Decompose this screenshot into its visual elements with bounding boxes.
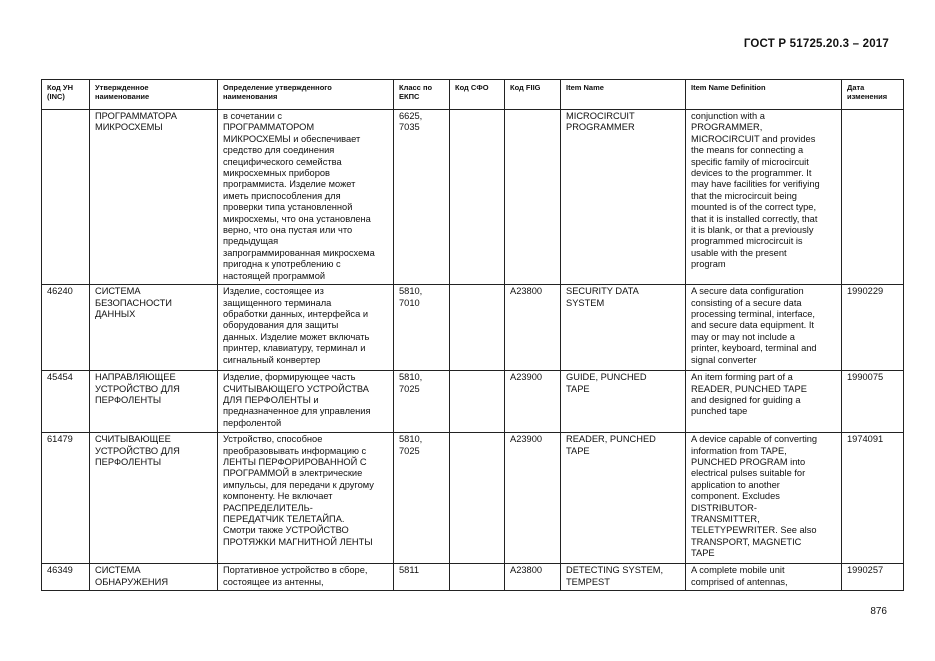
column-header-item-name: [561, 80, 686, 110]
item-name-table: [41, 79, 904, 591]
cell-class: 5810, 7025: [394, 433, 450, 564]
column-header-inc: [42, 80, 90, 110]
cell-inc: [42, 110, 90, 285]
cell-inc: 61479: [42, 433, 90, 564]
cell-definition: Устройство, способное преобразовывать информацию с ЛЕНТЫ ПЕРФОРИРОВАННОЙ С ПРОГРАММОЙ в электрические импульсы, для передачи к другому компоненту. Не включает РАСПРЕДЕЛИТЕЛЬ- ПЕРЕДАТЧИК ТЕЛЕТАЙПА. Смотри также УСТРОЙСТВО ПРОТЯЖКИ МАГНИТНОЙ ЛЕНТЫ: [218, 433, 394, 564]
column-header-fiig: [505, 80, 561, 110]
cell-change-date: 1990257: [842, 564, 904, 591]
cell-approved-name: СЧИТЫВАЮЩЕЕ УСТРОЙСТВО ДЛЯ ПЕРФОЛЕНТЫ: [90, 433, 218, 564]
column-header-class: [394, 80, 450, 110]
cell-sfo: [450, 564, 505, 591]
column-header-approved-name: [90, 80, 218, 110]
cell-approved-name: НАПРАВЛЯЮЩЕЕ УСТРОЙСТВО ДЛЯ ПЕРФОЛЕНТЫ: [90, 371, 218, 433]
page-number: 876: [870, 606, 887, 617]
cell-sfo: [450, 433, 505, 564]
column-header-label: Код FIIG: [510, 83, 541, 92]
cell-fiig: A23800: [505, 285, 561, 371]
cell-class: 5810, 7010: [394, 285, 450, 371]
column-header-change-date: [842, 80, 904, 110]
cell-item-definition: A complete mobile unit comprised of antennas,: [686, 564, 842, 591]
cell-item-name: DETECTING SYSTEM, TEMPEST: [561, 564, 686, 591]
cell-sfo: [450, 285, 505, 371]
column-header-label: Определение утвержденного наименования: [223, 83, 332, 101]
table-row: [42, 433, 904, 564]
cell-approved-name: СИСТЕМА ОБНАРУЖЕНИЯ: [90, 564, 218, 591]
column-header-label: Item Name: [566, 83, 604, 92]
cell-change-date: 1974091: [842, 433, 904, 564]
column-header-sfo: [450, 80, 505, 110]
cell-change-date: 1990229: [842, 285, 904, 371]
table-row: [42, 564, 904, 591]
cell-definition: в сочетании с ПРОГРАММАТОРОМ МИКРОСХЕМЫ и обеспечивает средство для соединения специфического семейства микросхемных приборов программиста. Изделие может иметь приспособления для проверки типа установленной микросхемы, что она установлена верно, что она пустая или что предыдущая запрограммированная микросхема пригодна к употреблению с настоящей программой: [218, 110, 394, 285]
cell-class: 6625, 7035: [394, 110, 450, 285]
table-header-row: [42, 80, 904, 110]
cell-definition: Портативное устройство в сборе, состоящее из антенны,: [218, 564, 394, 591]
cell-item-definition: A secure data configuration consisting of a secure data processing terminal, interface, and secure data equipment. It may or may not include a printer, keyboard, terminal and signal converter: [686, 285, 842, 371]
column-header-label: Item Name Definition: [691, 83, 766, 92]
column-header-definition: [218, 80, 394, 110]
cell-inc: 45454: [42, 371, 90, 433]
column-header-label: Утвержденное наименование: [95, 83, 150, 101]
cell-class: 5810, 7025: [394, 371, 450, 433]
cell-item-name: READER, PUNCHED TAPE: [561, 433, 686, 564]
cell-fiig: A23800: [505, 564, 561, 591]
document-code-header: ГОСТ Р 51725.20.3 – 2017: [743, 38, 889, 50]
table-row: [42, 110, 904, 285]
cell-fiig: A23900: [505, 433, 561, 564]
cell-item-name: MICROCIRCUIT PROGRAMMER: [561, 110, 686, 285]
cell-inc: 46349: [42, 564, 90, 591]
table-row: [42, 285, 904, 371]
cell-sfo: [450, 371, 505, 433]
cell-item-definition: conjunction with a PROGRAMMER, MICROCIRCUIT and provides the means for connecting a specific family of microcircuit devices to the programmer. It may have facilities for verifiying that the microcircuit being mounted is of the correct type, that it is installed correctly, that it is blank, or that a previously programmed microcircuit is usable with the present program: [686, 110, 842, 285]
cell-sfo: [450, 110, 505, 285]
column-header-label: Дата изменения: [847, 83, 888, 101]
cell-item-definition: A device capable of converting information from TAPE, PUNCHED PROGRAM into electrical pulses suitable for application to another component. Excludes DISTRIBUTOR- TRANSMITTER, TELETYPEWRITER. See also TRANSPORT, MAGNETIC TAPE: [686, 433, 842, 564]
cell-item-definition: An item forming part of a READER, PUNCHED TAPE and designed for guiding a punched tape: [686, 371, 842, 433]
cell-definition: Изделие, состоящее из защищенного терминала обработки данных, интерфейса и оборудования для защиты данных. Изделие может включать принтер, клавиатуру, терминал и сигнальный конвертер: [218, 285, 394, 371]
cell-definition: Изделие, формирующее часть СЧИТЫВАЮЩЕГО УСТРОЙСТВА ДЛЯ ПЕРФОЛЕНТЫ и предназначенное для управления перфолентой: [218, 371, 394, 433]
cell-change-date: 1990075: [842, 371, 904, 433]
cell-inc: 46240: [42, 285, 90, 371]
cell-item-name: GUIDE, PUNCHED TAPE: [561, 371, 686, 433]
cell-approved-name: ПРОГРАММАТОРА МИКРОСХЕМЫ: [90, 110, 218, 285]
cell-fiig: [505, 110, 561, 285]
table-row: [42, 371, 904, 433]
column-header-label: Код УН (INC): [47, 83, 73, 101]
column-header-item-definition: [686, 80, 842, 110]
cell-change-date: [842, 110, 904, 285]
column-header-label: Код СФО: [455, 83, 489, 92]
cell-fiig: A23900: [505, 371, 561, 433]
column-header-label: Класс по ЕКПС: [399, 83, 433, 101]
cell-class: 5811: [394, 564, 450, 591]
cell-approved-name: СИСТЕМА БЕЗОПАСНОСТИ ДАННЫХ: [90, 285, 218, 371]
cell-item-name: SECURITY DATA SYSTEM: [561, 285, 686, 371]
